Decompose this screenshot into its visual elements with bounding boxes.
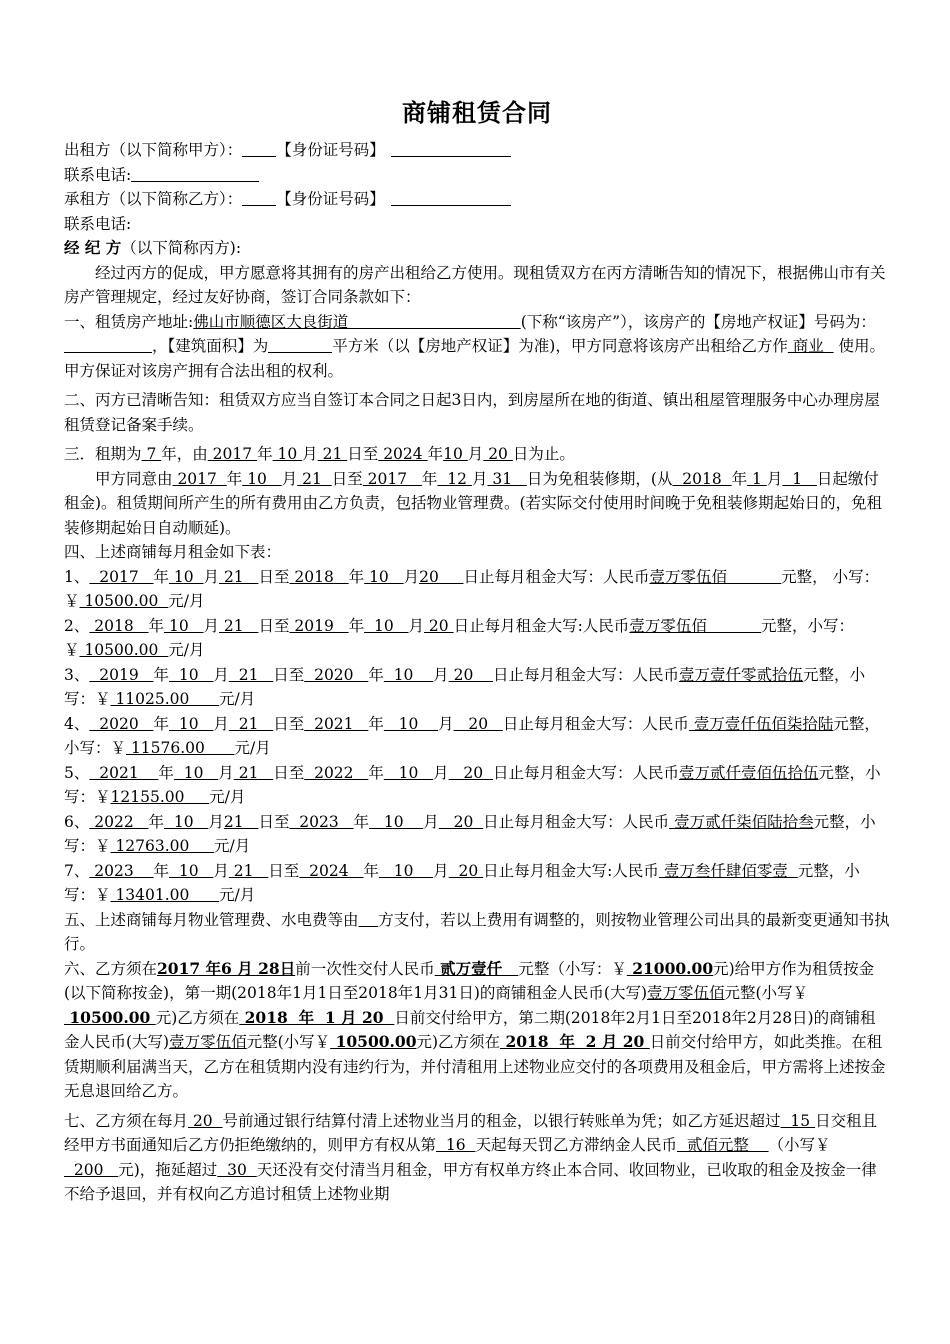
clause-2: 二、丙方已清晰告知：租赁双方应当自签订本合同之日起3日内，到房屋所在地的街道、镇出租屋管理服务中心办理房屋租赁登记备案手续。 [64,391,880,434]
rent-start-month[interactable]: 10 [173,763,219,782]
c3-text: 年 [427,445,444,463]
rent-end-month[interactable]: 10 [378,861,434,880]
lessee-id-label: 【身份证号码】 [276,190,385,208]
rent-end-year[interactable]: 2024 [299,861,364,880]
rent-amount-capital[interactable]: 壹万壹仟零贰拾伍 [679,665,804,684]
first-rent-deadline[interactable]: 2018 年 1 月 20 [239,1007,395,1027]
penalty-start-day[interactable]: 16 [436,1136,476,1154]
lessor-phone-label: 联系电话: [64,165,132,184]
deposit-deadline[interactable]: 2017 年6 月 28日 [157,958,296,978]
rent-start-day[interactable]: 1 [782,469,817,488]
c6-text: 元)给甲方作为租赁按金(以下简称按金)，第一期(2018年1月1日至2018年1月31日)的商铺租金人民币(大写) [64,959,875,1002]
rent-end-month[interactable]: 10 [364,616,409,635]
rent-end-day[interactable]: 20 [453,714,503,733]
rent-row-number: 5、 [64,763,90,782]
rent-amount-number[interactable]: 12763.00 [110,837,215,855]
certificate-number-blank[interactable] [64,336,152,353]
c3b-text: 月 [471,469,488,488]
rent-tail: 元整， [818,763,866,782]
rent-tail: 元整， [833,714,880,733]
rent-start-year[interactable]: 2017 [89,567,154,586]
rent-end-month[interactable]: 10 [383,714,439,733]
c3b-text: 月 [766,469,783,488]
late-days[interactable]: 15 [780,1111,816,1130]
rent-end-year[interactable]: 2022 [304,763,369,782]
c3-text: 年，由 [161,445,208,463]
c3b-text: 年 [731,469,748,488]
agent-suffix: （以下简称丙方): [121,239,242,257]
rent-tail: 元整， [813,812,861,831]
c1-text-c: ，【建筑面积】为 [152,337,269,355]
c6-text: 元)乙方须在 [416,1033,501,1051]
c3b-text: 日至 [331,469,363,488]
rent-row: 1、 2017 年 10 月 21 日至 2018 年 10 月20 日止每月租金大写：人民币壹万零伍佰 元整， 小写：￥ 10500.00 元/月 [64,567,880,610]
rent-end-year[interactable]: 2019 [289,616,349,635]
rent-end-year[interactable]: 2020 [304,665,369,684]
clause-1 [64,310,890,384]
rent-start-month[interactable]: 1 [747,469,767,488]
rent-unit: 元/月 [168,641,205,659]
rent-amount-number[interactable]: 10500.00 [79,592,169,610]
deposit-amount-capital[interactable]: 贰万壹仟 [434,958,519,978]
free-end-month[interactable]: 12 [437,469,472,488]
rent-amount-capital[interactable]: 壹万零伍佰 [629,616,762,635]
rent-row: 4、 2020 年 10 月 21 日至 2021 年 10 月 20 日止每月租金大写：人民币 壹万壹仟伍佰柒拾陆元整，小写：￥ 11576.00 元/月 [64,714,880,757]
rent-start-month[interactable]: 10 [164,616,204,635]
rent-unit: 元/月 [214,837,251,855]
c3b-text: 年 [226,469,243,488]
lessee-label: 承租方（以下简称乙方）： [64,190,243,208]
c3-text: 日为止。 [512,445,575,463]
rent-tail: 元整， [781,567,828,586]
rent-start-year[interactable]: 2018 [89,616,149,635]
lessor-label: 出租方（以下简称甲方）： [64,141,243,159]
lessee-phone-label: 联系电话: [64,214,132,233]
rent-amount-number[interactable]: 13401.00 [110,886,219,904]
c7-text: 号前通过银行结算付清上述物业当月的租金，以银行转账单为凭；如乙方延迟超过 [222,1111,781,1130]
rent-unit: 元/月 [209,788,246,806]
lease-start-day[interactable]: 21 [317,445,348,463]
lessor-name-blank[interactable] [242,140,276,157]
c7-text: 日交租且经甲方书面通知后乙方仍拒绝缴纳的，则甲方有权从第 [64,1111,878,1154]
c6-text: 日前交付给甲方，第二期(2018年2月1日至2018年2月28日)的商铺租金人民币(大写) [64,1008,876,1051]
rent-row: 5、 2021 年 10 月 21 日至 2022 年 10 月 20 日止每月租金大写：人民币壹万贰仟壹佰伍拾伍元整，小写：￥12155.00 元/月 [64,763,881,806]
penalty-capital[interactable]: 贰佰元整 [676,1136,769,1154]
rent-start-month[interactable]: 10 [168,567,204,586]
rent-start-month[interactable]: 10 [164,812,209,831]
rent-end-month[interactable]: 10 [364,567,404,586]
lease-end-day[interactable]: 20 [483,445,513,463]
clause-3 [64,442,890,467]
rent-end-month[interactable]: 10 [369,812,424,831]
clause-7 [64,1109,890,1207]
c1-text-e: 使用。甲方保证对该房产拥有合法出租的权利。 [64,337,886,380]
c7-text: 元)，拖延超过 [118,1160,218,1179]
c6-text: 六、乙方须在 [64,959,158,978]
rent-start-month[interactable]: 10 [168,714,214,733]
rent-amount-capital[interactable]: 壹万叁仟肆佰零壹 [658,861,798,880]
rent-start-month[interactable]: 10 [168,861,214,880]
agent-line [64,236,890,261]
c3-text: 三．租期为 [64,445,142,463]
property-address[interactable]: 佛山市顺德区大良街道 [193,312,521,331]
lease-start-month[interactable]: 10 [272,445,303,463]
lessee-phone-line [64,212,890,237]
rent-amount-capital[interactable]: 壹万贰仟壹佰伍拾伍 [679,763,819,782]
free-end-day[interactable]: 31 [487,469,527,488]
rent-end-day[interactable]: 20 [419,567,464,586]
rent-start-year[interactable]: 2020 [89,714,154,733]
c6-text: 元整（小写：￥ [518,959,627,978]
c3-text: 日至 [347,445,379,463]
rent-start-day[interactable]: 21 [219,616,259,635]
rent-end-month[interactable]: 10 [383,763,434,782]
rent-row-number: 2、 [64,616,90,635]
rent-amount-number[interactable]: 11025.00 [110,690,219,708]
c3b-text: 日为免租装修期，(从 [526,469,673,488]
property-use[interactable]: 商业 [787,337,834,355]
free-start-day[interactable]: 21 [297,469,332,488]
c7-text: 天还没有交付清当月租金，甲方有权单方终止本合同、收回物业，已收取的租金及按金一律不给予退回，并有权向乙方追讨租赁上述物业期 [64,1160,877,1203]
lessee-id-blank[interactable] [391,189,511,206]
c5-text-b: 方支付，若以上费用有调整的，则按物业管理公司出具的最新变更通知书执行。 [64,910,890,953]
clause-6 [64,957,890,1104]
rent-end-year[interactable]: 2018 [289,567,349,586]
rent-start-day[interactable]: 21 [223,812,259,831]
rent-tail: 元整， [797,861,845,880]
deposit-amount-number[interactable]: 21000.00 [626,958,714,978]
rent-end-year[interactable]: 2023 [289,812,354,831]
intro-paragraph: 经过丙方的促成，甲方愿意将其拥有的房产出租给乙方使用。现租赁双方在丙方清晰告知的情况下，根据佛山市有关房产管理规定，经过友好协商，签订合同条款如下： [64,263,886,306]
rent-unit: 元/月 [234,739,271,757]
c1-text-a: 一、租赁房产地址: [64,312,194,331]
lease-end-month[interactable]: 10 [443,445,468,463]
rent-row-number: 6、 [64,812,90,831]
rent-schedule [64,565,890,908]
c7-text: 七、乙方须在每月 [64,1111,189,1130]
c5-text-a: 五、上述商铺每月物业管理费、水电费等由 [64,910,359,929]
clause-4-title: 四、上述商铺每月租金如下表： [64,543,282,561]
rent-amount-number[interactable]: 11576.00 [126,739,235,757]
rent-start-year[interactable]: 2019 [89,665,154,684]
c3-text: 月 [302,445,318,463]
c7-text: （小写￥ [768,1136,831,1154]
rent-end-day[interactable]: 20 [448,861,484,880]
rent-start-day[interactable]: 21 [219,567,259,586]
lease-end-year[interactable]: 2024 [378,445,428,463]
rent-row: 3、 2019 年 10 月 21 日至 2020 年 10 月 20 日止每月租金大写：人民币壹万壹仟零贰拾伍元整，小写：￥ 11025.00 元/月 [64,665,866,708]
c3b-text: 月 [281,469,298,488]
lessee-line [64,187,890,212]
lessor-line [64,138,890,163]
lessor-phone-line [64,163,890,188]
c1-text-d: 平方米（以【房地产权证】为准)，甲方同意将该房产出租给乙方作 [332,337,788,355]
rent-end-day[interactable]: 20 [438,812,484,831]
rent-start-month[interactable]: 10 [168,665,214,684]
c6-text: 元整(小写￥ [724,984,809,1002]
free-start-year[interactable]: 2017 [172,469,227,488]
rent-start-day[interactable]: 21 [228,665,274,684]
lessor-phone-blank[interactable] [131,165,259,182]
second-rent-deadline[interactable]: 2018 年 2 月 20 [500,1032,650,1051]
rent-tail: 元整， [761,616,808,635]
rent-row-number: 4、 [64,714,90,733]
rent-tail: 元整， [803,665,850,684]
second-rent-number[interactable]: 10500.00 [330,1032,417,1051]
rent-amount-number[interactable]: 12155.00 [110,788,210,806]
rent-unit: 元/月 [218,690,256,708]
first-rent-capital[interactable]: 壹万零伍佰 [647,984,725,1002]
clause-5 [64,908,890,957]
c3b-text: 年 [421,469,438,488]
second-rent-capital[interactable]: 壹万零伍佰 [169,1033,247,1051]
termination-days[interactable]: 30 [217,1160,257,1179]
c6-text: 元)乙方须在 [155,1008,240,1027]
c3b-text: 甲方同意由 [95,469,173,488]
c3b-text: 日起缴付租金)。租赁期间所产生的所有费用由乙方负责，包括物业管理费。(若实际交付使用时间晚于免租装修期起始日的，免租装修期起始日自动顺延)。 [64,469,883,537]
free-start-month[interactable]: 10 [242,469,282,488]
rent-row-number: 1、 [64,567,90,586]
rent-row-number: 3、 [64,665,90,684]
rent-row: 6、 2022 年 10 月21 日至 2023 年 10 月 20 日止每月租金大写：人民币 壹万贰仟柒佰陆拾叁元整，小写：￥ 12763.00 元/月 [64,812,876,855]
rent-unit: 元/月 [218,886,256,904]
lessee-name-blank[interactable] [242,189,276,206]
rent-amount-capital[interactable]: 壹万贰仟柒佰陆拾叁 [669,812,814,831]
c6-text: 日前交付给甲方，如此类推。在租赁期顺利届满当天，乙方在租赁期内没有违约行为，并付清租用上述物业应交付的各项费用及租金后，甲方需将上述按金无息退回给乙方。 [64,1033,886,1100]
first-rent-number[interactable]: 10500.00 [64,1007,156,1027]
c6-text: 前一次性交付人民币 [295,959,435,978]
payer-blank[interactable] [359,911,379,929]
rent-row: 7、 2023 年 10 月 21 日至 2024 年 10 月 20 日止每月租金大写:人民币 壹万叁仟肆佰零壹 元整，小写：￥ 13401.00 元/月 [64,861,860,904]
rent-end-year[interactable]: 2021 [304,714,369,733]
rent-end-day[interactable]: 20 [424,616,454,635]
rent-start-year[interactable]: 2018 [672,469,732,488]
c3-text: 月 [467,445,484,463]
rent-start-year[interactable]: 2021 [89,763,159,782]
free-end-year[interactable]: 2017 [362,469,422,488]
lessor-id-label: 【身份证号码】 [276,141,385,159]
lessor-id-blank[interactable] [391,140,511,157]
c3-text: 年 [257,445,273,463]
rent-row: 2、 2018 年 10 月 21 日至 2019 年 10 月 20 日止每月租金大写:人民币壹万零伍佰 元整，小写：￥ 10500.00 元/月 [64,616,855,659]
rent-start-year[interactable]: 2023 [89,861,154,880]
rent-end-month[interactable]: 10 [383,665,434,684]
contract-title: 商铺租赁合同 [402,98,552,127]
rent-start-day[interactable]: 21 [233,763,274,782]
lease-start-year[interactable]: 2017 [207,445,258,463]
c7-text: 天起每天罚乙方滞纳金人民币 [475,1136,677,1154]
rent-start-day[interactable]: 21 [228,714,274,733]
area-blank[interactable] [268,336,332,353]
rent-amount-capital[interactable]: 壹万壹仟伍佰柒拾陆 [688,714,834,733]
rent-start-year[interactable]: 2022 [89,812,149,831]
agent-label: 经 纪 方 [64,238,122,257]
clause-3-free-period [64,467,890,541]
lease-years[interactable]: 7 [141,445,162,463]
monthly-pay-day[interactable]: 20 [188,1111,223,1130]
penalty-number[interactable]: 200 [64,1160,119,1179]
rent-start-day[interactable]: 21 [228,861,269,880]
rent-row-number: 7、 [64,861,90,880]
rent-end-day[interactable]: 20 [448,763,494,782]
contract-page [64,98,890,1207]
rent-amount-capital[interactable]: 壹万零伍佰 [649,567,782,586]
rent-amount-number[interactable]: 10500.00 [79,641,169,659]
rent-end-day[interactable]: 20 [448,665,494,684]
c1-text-b: (下称“该房产”），该房产的【房地产权证】号码为： [520,312,876,331]
rent-unit: 元/月 [168,592,205,610]
c6-text: 元整(小写￥ [246,1033,331,1051]
